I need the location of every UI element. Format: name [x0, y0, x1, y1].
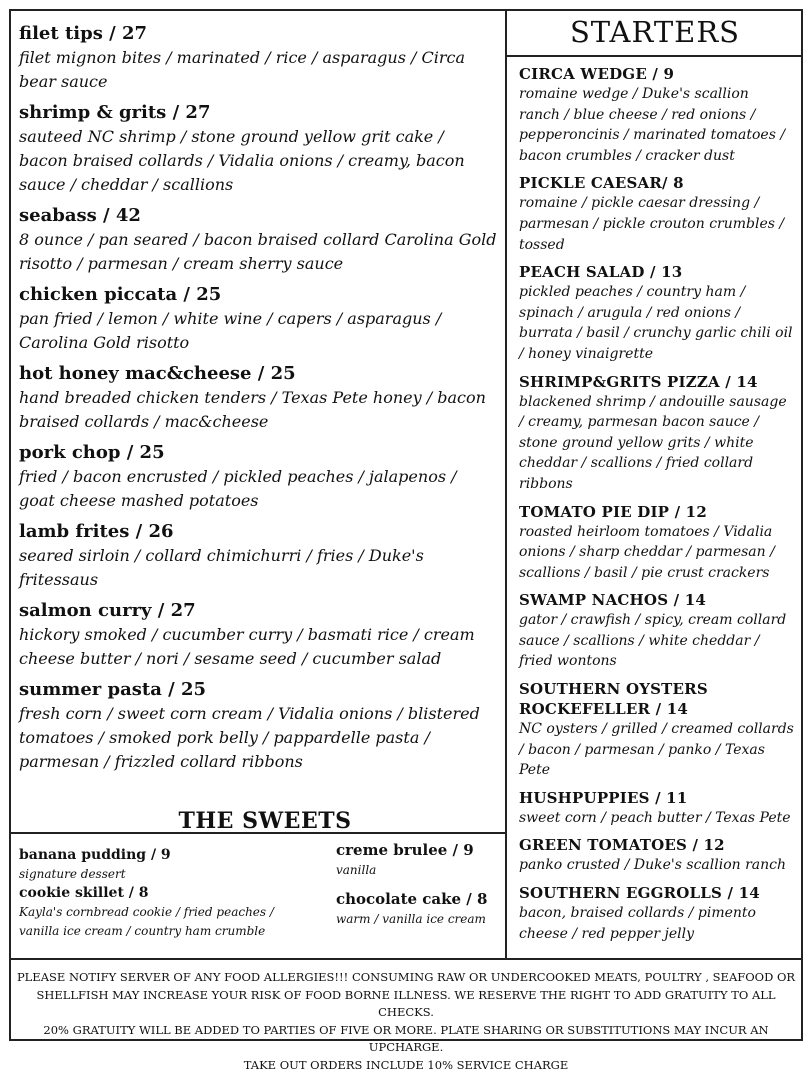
- item-title: pork chop / 25: [19, 441, 497, 465]
- sweets-heading: THE SWEETS: [150, 806, 380, 836]
- footer-line: SHELLFISH MAY INCREASE YOUR RISK OF FOOD BORNE ILLNESS. WE RESERVE THE RIGHT TO ADD GRATUITY TO ALL CHECKS.: [14, 987, 798, 1022]
- item-title: CIRCA WEDGE / 9: [519, 64, 794, 84]
- item-description: 8 ounce / pan seared / bacon braised collard Carolina Gold risotto / parmesan / cream sherry sauce: [19, 228, 497, 276]
- item-description: fried / bacon encrusted / pickled peaches / jalapenos / goat cheese mashed potatoes: [19, 465, 497, 513]
- mains-section: [19, 22, 497, 781]
- menu-item: [19, 204, 497, 276]
- item-title: SOUTHERN EGGROLLS / 14: [519, 883, 794, 903]
- item-description: romaine wedge / Duke's scallion ranch / blue cheese / red onions / pepperoncinis / marinated tomatoes / bacon crumbles / cracker dust: [519, 84, 794, 166]
- item-description: warm / vanilla ice cream: [336, 910, 501, 929]
- item-description: vanilla: [336, 861, 501, 880]
- item-title: banana pudding / 9: [19, 846, 319, 865]
- item-description: fresh corn / sweet corn cream / Vidalia onions / blistered tomatoes / smoked pork belly / pappardelle pasta / parmesan / frizzled collard ribbons: [19, 702, 497, 774]
- starter-item: [519, 372, 794, 495]
- item-title: chocolate cake / 8: [336, 889, 501, 910]
- item-title: creme brulee / 9: [336, 840, 501, 861]
- footer-line: TAKE OUT ORDERS INCLUDE 10% SERVICE CHARGE: [14, 1057, 798, 1074]
- item-description: roasted heirloom tomatoes / Vidalia onions / sharp cheddar / parmesan / scallions / basil / pie crust crackers: [519, 522, 794, 584]
- footer-divider: [9, 958, 803, 960]
- menu-item: [19, 441, 497, 513]
- starters-section: [519, 64, 794, 951]
- item-description: blackened shrimp / andouille sausage / creamy, parmesan bacon sauce / stone ground yellow grits / white cheddar / scallions / fried collard ribbons: [519, 392, 794, 495]
- item-description: filet mignon bites / marinated / rice / asparagus / Circa bear sauce: [19, 46, 497, 94]
- item-title: HUSHPUPPIES / 11: [519, 788, 794, 808]
- item-description: hickory smoked / cucumber curry / basmati rice / cream cheese butter / nori / sesame seed / cucumber salad: [19, 623, 497, 671]
- item-description: signature dessert: [19, 865, 319, 884]
- allergy-notice: [14, 969, 798, 1074]
- item-description: NC oysters / grilled / creamed collards / bacon / parmesan / panko / Texas Pete: [519, 719, 794, 781]
- menu-item: [19, 599, 497, 671]
- item-description: panko crusted / Duke's scallion ranch: [519, 855, 794, 876]
- item-title: TOMATO PIE DIP / 12: [519, 502, 794, 522]
- starter-item: [519, 883, 794, 944]
- menu-item: [19, 283, 497, 355]
- item-title: seabass / 42: [19, 204, 497, 228]
- item-description: pan fried / lemon / white wine / capers / asparagus / Carolina Gold risotto: [19, 307, 497, 355]
- footer-line: PLEASE NOTIFY SERVER OF ANY FOOD ALLERGIES!!! CONSUMING RAW OR UNDERCOOKED MEATS, POULTRY , SEAFOOD OR: [14, 969, 798, 987]
- item-title: shrimp & grits / 27: [19, 101, 497, 125]
- item-title: salmon curry / 27: [19, 599, 497, 623]
- sweets-left-column: [19, 846, 319, 945]
- dessert-item: [336, 840, 501, 880]
- column-divider: [505, 9, 507, 960]
- item-title: filet tips / 27: [19, 22, 497, 46]
- dessert-item: [19, 884, 319, 941]
- item-description: pickled peaches / country ham / spinach / arugula / red onions / burrata / basil / crunchy garlic chili oil / honey vinaigrette: [519, 282, 794, 364]
- item-description: gator / crawfish / spicy, cream collard sauce / scallions / white cheddar / fried wontons: [519, 610, 794, 672]
- starters-heading: STARTERS: [507, 12, 803, 52]
- sweets-right-column: [336, 840, 501, 933]
- item-title: SHRIMP&GRITS PIZZA / 14: [519, 372, 794, 392]
- item-description: seared sirloin / collard chimichurri / fries / Duke's fritessaus: [19, 544, 497, 592]
- item-description: sauteed NC shrimp / stone ground yellow grit cake / bacon braised collards / Vidalia onions / creamy, bacon sauce / cheddar / scallions: [19, 125, 497, 197]
- starter-item: [519, 679, 794, 781]
- dessert-item: [336, 889, 501, 929]
- item-description: hand breaded chicken tenders / Texas Pete honey / bacon braised collards / mac&cheese: [19, 386, 497, 434]
- item-description: sweet corn / peach butter / Texas Pete: [519, 808, 794, 829]
- item-title: lamb frites / 26: [19, 520, 497, 544]
- item-title: SWAMP NACHOS / 14: [519, 590, 794, 610]
- starter-item: [519, 502, 794, 584]
- starter-item: [519, 173, 794, 255]
- item-title: SOUTHERN OYSTERS ROCKEFELLER / 14: [519, 679, 739, 719]
- starter-item: [519, 590, 794, 672]
- item-title: cookie skillet / 8: [19, 884, 319, 903]
- item-description: Kayla's cornbread cookie / fried peaches / vanilla ice cream / country ham crumble: [19, 903, 289, 941]
- item-description: romaine / pickle caesar dressing / parmesan / pickle crouton crumbles / tossed: [519, 193, 794, 255]
- dessert-item: [19, 846, 319, 884]
- item-title: chicken piccata / 25: [19, 283, 497, 307]
- item-title: summer pasta / 25: [19, 678, 497, 702]
- item-title: PEACH SALAD / 13: [519, 262, 794, 282]
- starter-item: [519, 64, 794, 166]
- item-title: PICKLE CAESAR/ 8: [519, 173, 794, 193]
- item-description: bacon, braised collards / pimento cheese / red pepper jelly: [519, 903, 794, 944]
- starter-item: [519, 788, 794, 829]
- menu-item: [19, 101, 497, 197]
- footer-line: 20% GRATUITY WILL BE ADDED TO PARTIES OF FIVE OR MORE. PLATE SHARING OR SUBSTITUTIONS MAY INCUR AN UPCHARGE.: [14, 1022, 798, 1057]
- item-title: hot honey mac&cheese / 25: [19, 362, 497, 386]
- menu-item: [19, 678, 497, 774]
- item-title: GREEN TOMATOES / 12: [519, 835, 794, 855]
- starters-heading-divider: [506, 55, 803, 57]
- starter-item: [519, 262, 794, 364]
- starter-item: [519, 835, 794, 876]
- menu-item: [19, 22, 497, 94]
- menu-item: [19, 520, 497, 592]
- menu-item: [19, 362, 497, 434]
